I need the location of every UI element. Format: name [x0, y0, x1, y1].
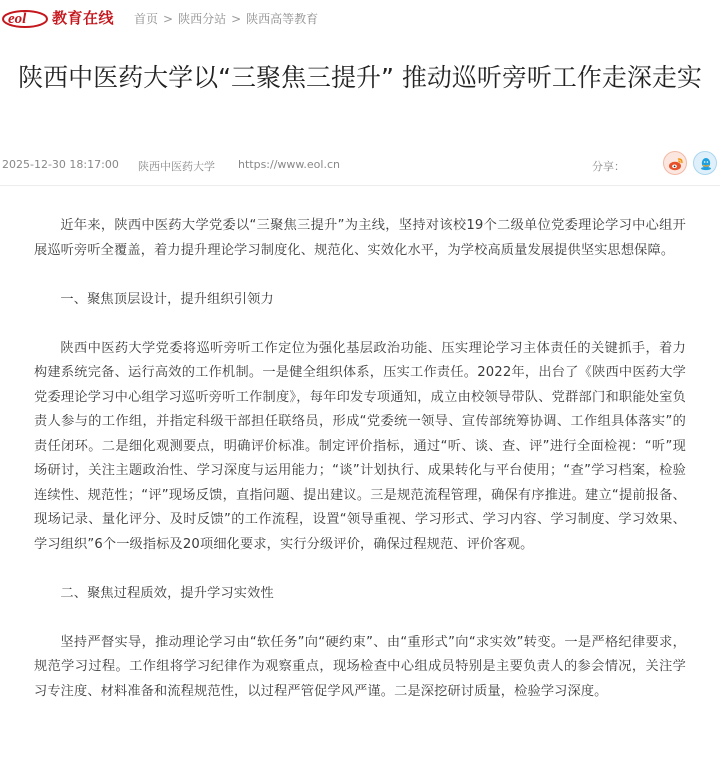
weibo-share-button[interactable] [663, 151, 687, 175]
article-source: 陕西中医药大学 [138, 160, 215, 173]
svg-text:eol: eol [8, 11, 27, 27]
site-logo[interactable] [2, 6, 114, 28]
header-divider [0, 185, 720, 186]
article-body [34, 214, 686, 729]
top-bar [0, 0, 720, 36]
section-heading-2: 二、聚焦过程质效，提升学习实效性 [60, 585, 274, 601]
section-heading-1: 一、聚焦顶层设计，提升组织引领力 [60, 291, 274, 307]
weibo-icon [668, 156, 684, 172]
breadcrumb-higher-education[interactable]: 陕西高等教育 [246, 12, 319, 26]
paragraph-intro: 近年来，陕西中医药大学党委以“三聚焦三提升”为主线，坚持对该校19个二级单位党委理论学习中心组开展巡听旁听全覆盖，着力提升理论学习制度化、规范化、实效化水平，为学校高质量发展提供坚实思想保障。 [34, 218, 686, 258]
publish-date: 2025-12-30 18:17:00 [2, 158, 119, 171]
logo-text: 教育在线 [52, 8, 115, 27]
article-meta [0, 156, 720, 176]
breadcrumb-home[interactable]: 首页 [134, 12, 159, 26]
article-title: 陕西中医药大学以“三聚焦三提升” 推动巡听旁听工作走深走实 [18, 63, 702, 92]
paragraph-section-2: 坚持严督实导，推动理论学习由“软任务”向“硬约束”、由“重形式”向“求实效”转变。一是严格纪律要求，规范学习过程。工作组将学习纪律作为观察重点，现场检查中心组成员特别是主要负责人的参会情况，关注学习专注度、材料准备和流程规范性，以过程严管促学风严谨。二是深挖研讨质量，检验学习深度。 [34, 634, 686, 699]
breadcrumb [134, 10, 318, 27]
breadcrumb-separator: > [231, 11, 242, 26]
share-label: 分享： [592, 160, 625, 173]
source-url[interactable]: https://www.eol.cn [238, 158, 340, 171]
breadcrumb-separator: > [163, 11, 174, 26]
paragraph-section-1: 陕西中医药大学党委将巡听旁听工作定位为强化基层政治功能、压实理论学习主体责任的关键抓手，着力构建系统完备、运行高效的工作机制。一是健全组织体系，压实工作责任。2022年，出台了《陕西中医药大学党委理论学习中心组学习巡听旁听工作制度》，每年印发专项通知，成立由校领导带队、党群部门和职能处室负责人参与的工作组，并指定科级干部担任联络员，形成“党委统一领导、宣传部统筹协调、工作组具体落实”的责任闭环。二是细化观测要点，明确评价标准。制定评价指标，通过“听、谈、查、评”进行全面检视：“听”现场研讨，关注主题政治性、学习深度与运用能力；“谈”计划执行、成果转化与平台使用；“查”学习档案，检验连续性、规范性；“评”现场反馈，直指问题、提出建议。三是规范流程管理，确保有序推进。建立“提前报备、现场记录、量化评分、及时反馈”的工作流程，设置“领导重视、学习形式、学习内容、学习制度、学习效果、学习组织”6个一级指标及20项细化要求，实行分级评价，确保过程规范、评价客观。 [34, 340, 686, 552]
qq-share-button[interactable] [693, 151, 717, 175]
qq-icon [698, 156, 714, 172]
eol-logo-icon [2, 6, 48, 28]
breadcrumb-shaanxi[interactable]: 陕西分站 [178, 12, 227, 26]
